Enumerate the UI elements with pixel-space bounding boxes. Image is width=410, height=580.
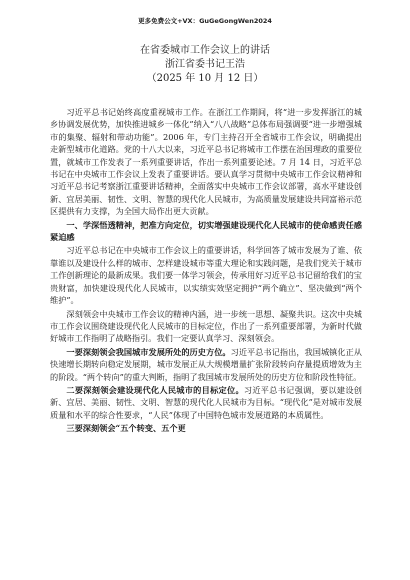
speaker-line: 浙江省委书记王浩 (165, 59, 245, 70)
paragraph: 深刻领会中央城市工作会议的精神内涵，进一步统一思想、凝聚共识。这次中央城市工作会议围绕建设现代化人民城市的目标定位，作出了一系列重要部署，为新时代做好城市工作指明了战略指引。我们一定要认真学习、深刻领会。 (50, 308, 362, 344)
paragraph-text: 习近平总书记强调，要以建设创新、宜居、美丽、韧性、文明、智慧的现代化人民城市为目标。“现代化”是对城市发展质量和水平的综合性要求，“人民”体现了中国特色城市发展道路的本质属性。 (50, 384, 362, 420)
paragraph-lead: 一要深刻领会我国城市发展所处的历史方位。 (66, 346, 231, 357)
paragraph-lead: 三要深刻领会“五个转变、五个更 (66, 423, 186, 434)
speech-title: 在省委城市工作会议上的讲话 (140, 45, 270, 56)
paragraph: 习近平总书记在中央城市工作会议上的重要讲话，科学回答了城市发展为了谁、依靠谁以及建设什么样的城市、怎样建设城市等重大理论和实践问题，是我们党关于城市工作创新理论的最新成果。我们要一体学习领会，传承用好习近平总书记留给我们的宝贵财富，加快建设现代化人民城市，以实绩实效坚定拥护“两个确立”、坚决做到“两个维护”。 (50, 245, 362, 306)
title-block (0, 44, 410, 86)
paragraph-lead: 二要深刻领会建设现代化人民城市的目标定位。 (66, 384, 244, 395)
paragraph (50, 422, 362, 434)
header-note: 更多免费公文+VX：GuGeGongWen2024 (138, 17, 272, 25)
paragraph: 习近平总书记始终高度重视城市工作。在浙江工作期间，将“进一步发挥浙江的城乡协调发展优势，加快推进城乡一体化”纳入“八八战略”总体布局强调要“进一步增强城市的集聚、辐射和带动功能”。2006 年，专门主持召开全省城市工作会议，明确提出走新型城市化道路。党的十八大以来，习近平总书记将城市工作摆在治国理政的重要位置，就城市工作发表了一系列重要讲话，作出一系列重要论述。7 月 14 日，习近平总书记在中央城市工作会议上发表了重要讲话。要认真学习贯彻中央城市工作会议精神和习近平总书记考察浙江重要讲话精神，全面落实中央城市工作会议部署，高水平建设创新、宜居美丽、韧性、文明、智慧的现代化人民城市，为高质量发展建设共同富裕示范区提供有力支撑，为全国大局作出更大贡献。 (50, 107, 362, 217)
paragraph-text: 习近平总书记指出，我国城镇化正从快速增长期转向稳定发展期，城市发展正从大规模增量扩张阶段转向存量提质增效为主的阶段。“两个转向”的重大判断，指明了我国城市发展所处的历史方位和阶段性特征。 (50, 346, 362, 382)
section-heading: 一、学深悟透精神，把准方向定位，切实增强建设现代化人民城市的使命感责任感紧迫感 (50, 219, 362, 243)
speech-body (50, 106, 362, 436)
paragraph (50, 346, 362, 383)
speech-date: （2025 年 10 月 12 日） (146, 73, 264, 84)
paragraph (50, 384, 362, 421)
